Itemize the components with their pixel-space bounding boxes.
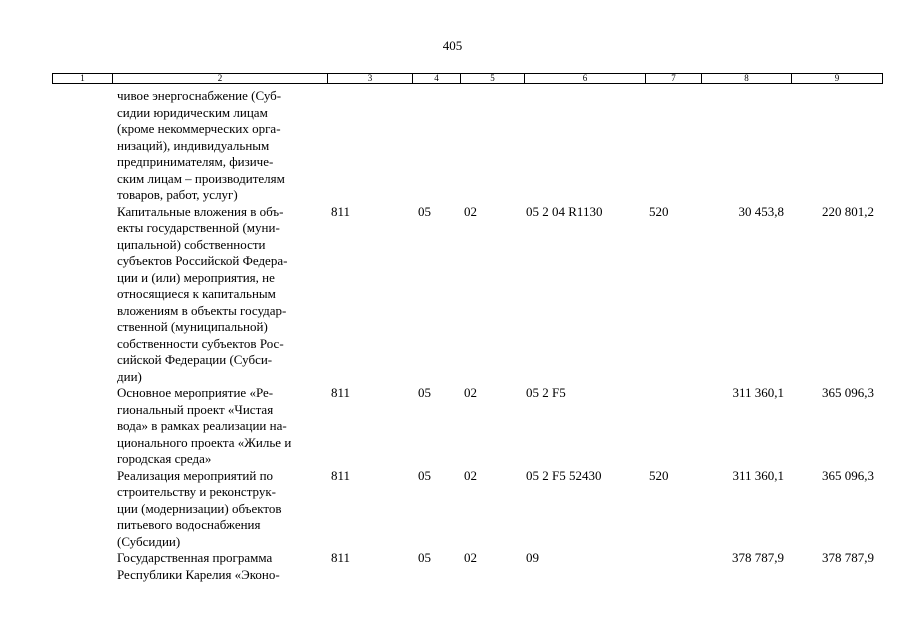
row-code-section: 05: [418, 550, 431, 565]
row-amount-1: 311 360,1: [732, 467, 784, 483]
table-row: [52, 385, 874, 468]
row-description: чивое энергоснабжение (Суб- сидии юридическим лицам (кроме некоммерческих орга- низаций), индивидуальным предпринимателям, физиче- ским лицам – производителям товаров, работ, услуг): [117, 88, 285, 202]
column-header-6: 6: [524, 74, 645, 83]
table-header-row: [52, 73, 883, 84]
row-amount-1: 378 787,9: [732, 550, 784, 565]
row-description: Основное мероприятие «Ре- гиональный проект «Чистая вода» в рамках реализации на- ционального проекта «Жилье и городская среда»: [117, 385, 292, 466]
table-row: [52, 203, 874, 386]
row-code-subsection: 02: [464, 203, 477, 219]
row-code-subsection: 02: [464, 550, 477, 565]
row-code-ministry: 811: [331, 467, 351, 483]
page-number: 405: [442, 38, 463, 53]
column-header-8: 8: [701, 74, 791, 83]
row-code-section: 05: [418, 203, 431, 219]
row-code-subsection: 02: [464, 467, 477, 483]
row-amount-2: 365 096,3: [822, 385, 874, 400]
column-header-3: 3: [327, 74, 412, 83]
row-amount-1: 311 360,1: [732, 385, 784, 400]
row-code-ministry: 811: [331, 550, 351, 565]
row-code-expense-type: 520: [649, 467, 669, 483]
row-code-expense-type: 520: [649, 203, 669, 219]
row-code-target: 05 2 F5 52430: [526, 467, 602, 483]
table-row: [52, 550, 874, 583]
table-row: [52, 88, 285, 204]
row-amount-2: 220 801,2: [822, 203, 874, 219]
column-header-9: 9: [791, 74, 882, 83]
column-header-4: 4: [412, 74, 460, 83]
row-code-ministry: 811: [331, 203, 351, 219]
column-header-7: 7: [645, 74, 701, 83]
row-code-target: 05 2 04 R1130: [526, 203, 603, 219]
row-code-ministry: 811: [331, 385, 351, 400]
row-description: Государственная программа Республики Карелия «Эконо-: [117, 550, 280, 582]
row-amount-2: 365 096,3: [822, 467, 874, 483]
column-header-1: 1: [80, 73, 85, 83]
row-description: Капитальные вложения в объ- екты государственной (муни- ципальной) собственности субъектов Российской Федера- ции и (или) мероприятия, не относящиеся к капитальным вложениям в объекты государ- ственной (муниципальной) собственности субъектов Рос- сийской Федерации (Субси- дии): [117, 203, 288, 384]
row-code-section: 05: [418, 385, 431, 400]
row-amount-2: 378 787,9: [822, 550, 874, 565]
row-description: Реализация мероприятий по строительству и реконструк- ции (модернизации) объектов питьевого водоснабжения (Субсидии): [117, 467, 282, 549]
row-code-target: 05 2 F5: [526, 385, 566, 400]
column-header-2: 2: [112, 74, 327, 83]
row-amount-1: 30 453,8: [738, 203, 784, 219]
table-body: [52, 88, 874, 583]
table-row: [52, 467, 874, 551]
row-code-subsection: 02: [464, 385, 477, 400]
row-code-target: 09: [526, 550, 539, 565]
column-header-5: 5: [460, 74, 524, 83]
row-code-section: 05: [418, 467, 431, 483]
